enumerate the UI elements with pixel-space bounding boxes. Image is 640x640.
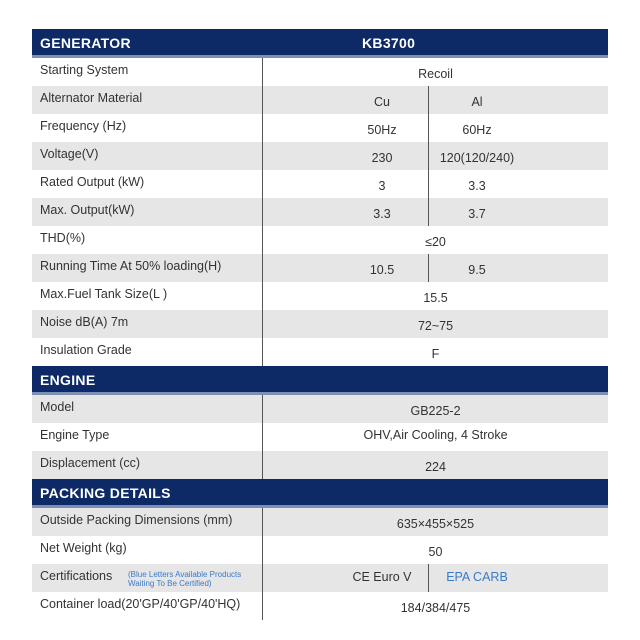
table-row [32, 564, 608, 592]
table-row [32, 86, 608, 114]
row-value-2: 3.3 [468, 179, 486, 193]
value-separator [428, 564, 429, 592]
row-value: OHV,Air Cooling, 4 Stroke [363, 428, 508, 442]
row-value: F [431, 347, 440, 361]
value-separator [428, 254, 429, 282]
value-separator [428, 170, 429, 198]
table-row [32, 58, 608, 86]
section-title: ENGINE [40, 372, 96, 388]
certification-note [128, 570, 241, 588]
table-row [32, 114, 608, 142]
row-label: Alternator Material [40, 91, 143, 105]
row-label: Noise dB(A) 7m [40, 315, 129, 329]
row-value: Recoil [418, 67, 453, 81]
row-value-2: 120(120/240) [439, 151, 515, 165]
table-row [32, 198, 608, 226]
column-divider [262, 142, 263, 170]
row-label: Net Weight (kg) [40, 541, 127, 555]
row-value-2: 60Hz [462, 123, 492, 137]
row-value-2: 3.7 [468, 207, 486, 221]
table-row [32, 226, 608, 254]
table-row [32, 592, 608, 620]
row-label: Outside Packing Dimensions (mm) [40, 513, 233, 527]
value-separator [428, 142, 429, 170]
row-value-1: 3.3 [373, 207, 391, 221]
row-label: Frequency (Hz) [40, 119, 127, 133]
table-row [32, 451, 608, 479]
table-row [32, 423, 608, 451]
row-value-1: Cu [374, 95, 390, 109]
table-row [32, 142, 608, 170]
row-value: GB225-2 [410, 404, 461, 418]
row-value: ≤20 [425, 235, 446, 249]
row-label: Insulation Grade [40, 343, 132, 357]
table-row [32, 310, 608, 338]
row-value-1: 3 [378, 179, 386, 193]
table-row [32, 282, 608, 310]
row-value-2: 9.5 [468, 263, 486, 277]
row-label: Max.Fuel Tank Size(L ) [40, 287, 168, 301]
row-value-1: 50Hz [367, 123, 397, 137]
section-header-engine [32, 366, 608, 395]
column-divider [262, 198, 263, 226]
model-name: KB3700 [362, 35, 416, 51]
row-value: 72~75 [417, 319, 454, 333]
value-separator [428, 86, 429, 114]
row-value-2: EPA CARB [446, 570, 508, 584]
section-header-generator [32, 29, 608, 58]
section-title: PACKING DETAILS [40, 485, 171, 501]
table-row [32, 254, 608, 282]
spec-table [32, 29, 608, 620]
note-line-2: Waiting To Be Certified) [128, 579, 212, 588]
table-row [32, 338, 608, 366]
row-value-1: 230 [371, 151, 393, 165]
table-row [32, 170, 608, 198]
row-value: 50 [428, 545, 443, 559]
section-header-packing [32, 479, 608, 508]
row-value-1: 10.5 [369, 263, 395, 277]
row-label: Rated Output (kW) [40, 175, 145, 189]
row-value: 184/384/475 [400, 601, 471, 615]
table-row [32, 508, 608, 536]
row-label: Certifications [40, 569, 113, 583]
row-label: THD(%) [40, 231, 86, 245]
row-label: Model [40, 400, 75, 414]
note-line-1: (Blue Letters Available Products [128, 570, 242, 579]
row-label: Running Time At 50% loading(H) [40, 259, 222, 273]
row-label: Displacement (cc) [40, 456, 141, 470]
value-separator [428, 114, 429, 142]
table-row [32, 395, 608, 423]
column-divider [262, 170, 263, 198]
column-divider [262, 114, 263, 142]
row-label: Engine Type [40, 428, 110, 442]
table-row [32, 536, 608, 564]
value-separator [428, 198, 429, 226]
row-label: Starting System [40, 63, 129, 77]
row-value-1: CE Euro V [352, 570, 412, 584]
row-value: 224 [425, 460, 446, 474]
column-divider [262, 564, 263, 592]
row-label: Voltage(V) [40, 147, 99, 161]
row-value: 15.5 [423, 291, 448, 305]
row-value-2: Al [471, 95, 483, 109]
row-value: 635×455×525 [396, 517, 475, 531]
column-divider [262, 86, 263, 114]
row-label: Container load(20'GP/40'GP/40'HQ) [40, 597, 241, 611]
row-label: Max. Output(kW) [40, 203, 135, 217]
column-divider [262, 254, 263, 282]
section-title: GENERATOR [40, 35, 131, 51]
